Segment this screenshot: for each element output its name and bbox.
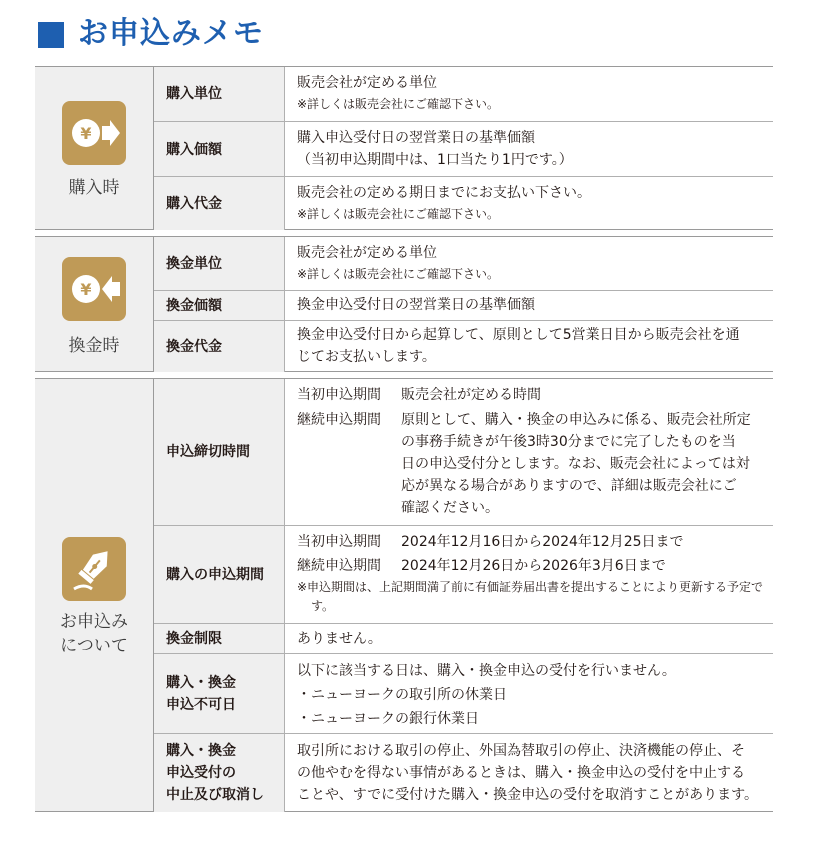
- period-value: 2024年12月16日から2024年12月25日まで: [401, 534, 684, 550]
- period-key: 当初申込期間: [297, 534, 381, 550]
- row-label: 購入の申込期間: [166, 567, 264, 583]
- row-label: 購入・換金: [166, 675, 236, 691]
- redemption-section: [35, 236, 773, 372]
- row-text: 換金申込受付日の翌営業日の基準価額: [297, 297, 535, 313]
- row-label: 購入代金: [166, 195, 222, 212]
- purchase-row-unit: [154, 67, 773, 121]
- row-text: ありません。: [297, 631, 382, 647]
- period-row: [154, 525, 773, 624]
- redemption-row-price: [154, 290, 773, 321]
- suspend-row: [154, 733, 773, 812]
- limit-row: [154, 623, 773, 654]
- row-note: ※詳しくは販売会社にご確認下さい。: [297, 207, 500, 221]
- redemption-row-unit: [154, 237, 773, 290]
- row-label: 換金単位: [166, 255, 222, 272]
- row-label: 換金制限: [166, 631, 222, 647]
- redemption-row-payment: [154, 320, 773, 372]
- redemption-label: 換金時: [68, 336, 120, 356]
- application-label-1: お申込み: [60, 612, 128, 632]
- application-side: [35, 379, 154, 811]
- row-label: 購入価額: [166, 141, 222, 158]
- purchase-label: 購入時: [68, 178, 120, 198]
- period-line: 応が異なる場合がありますので、詳細は販売会社にご: [401, 478, 737, 494]
- row-text: 販売会社の定める期日までにお支払い下さい。: [297, 185, 591, 201]
- row-label: 申込不可日: [166, 697, 236, 713]
- period-key: 継続申込期間: [297, 412, 381, 428]
- period-line: の事務手続きが午後3時30分までに完了したものを当: [401, 434, 736, 450]
- period-line: 確認ください。: [401, 500, 499, 516]
- row-text: ・ニューヨークの銀行休業日: [297, 711, 479, 727]
- period-value: 2024年12月26日から2026年3月6日まで: [401, 558, 666, 574]
- period-line: 原則として、購入・換金の申込みに係る、販売会社所定: [401, 412, 751, 428]
- row-label: 購入・換金: [166, 743, 236, 759]
- row-text: 以下に該当する日は、購入・換金申込の受付を行いません。: [297, 663, 676, 679]
- title-marker: [38, 22, 64, 48]
- row-text: じてお支払いします。: [297, 349, 436, 365]
- purchase-row-price: [154, 121, 773, 177]
- period-note: ※申込期間は、上記期間満了前に有価証券届出書を提出することにより更新する予定です。: [297, 580, 764, 613]
- row-text: ことや、すでに受付けた購入・換金申込の受付を取消すことがあります。: [297, 787, 759, 803]
- row-text: 購入申込受付日の翌営業日の基準価額: [297, 130, 535, 146]
- svg-text:¥: ¥: [80, 124, 92, 143]
- row-text: 換金申込受付日から起算して、原則として5営業日目から販売会社を通: [297, 327, 740, 343]
- row-label: 購入単位: [166, 86, 222, 102]
- purchase-section: [35, 66, 773, 230]
- period-value: 販売会社が定める時間: [401, 387, 541, 403]
- period-key: 当初申込期間: [297, 387, 381, 403]
- row-label: 申込受付の: [166, 765, 236, 781]
- row-text: の他やむを得ない事情があるときは、購入・換金申込の受付を中止する: [297, 765, 745, 781]
- redemption-side: [35, 237, 154, 371]
- deadline-row: [154, 379, 773, 525]
- yen-arrow-right-icon: [62, 101, 126, 165]
- row-note: ※詳しくは販売会社にご確認下さい。: [297, 267, 500, 281]
- row-note: ※詳しくは販売会社にご確認下さい。: [297, 97, 500, 111]
- row-label: 申込締切時間: [166, 444, 250, 460]
- yen-arrow-left-icon: [62, 257, 126, 321]
- purchase-row-payment: [154, 176, 773, 230]
- page-title: お申込みメモ: [78, 16, 264, 51]
- row-text: 取引所における取引の停止、外国為替取引の停止、決済機能の停止、そ: [297, 743, 745, 759]
- row-text: 販売会社が定める単位: [297, 245, 437, 261]
- application-label-2: について: [60, 636, 128, 656]
- row-label: 換金価額: [166, 298, 222, 314]
- row-label: 中止及び取消し: [166, 787, 264, 803]
- application-section: [35, 378, 773, 812]
- row-label: 換金代金: [166, 338, 222, 355]
- purchase-side: [35, 67, 154, 229]
- closed-days-row: [154, 653, 773, 734]
- period-line: 日の申込受付分とします。なお、販売会社によっては対: [401, 456, 750, 472]
- row-text: （当初申込期間中は、1口当たり1円です。）: [297, 152, 573, 168]
- period-key: 継続申込期間: [297, 558, 381, 574]
- svg-text:¥: ¥: [80, 280, 92, 299]
- row-text: ・ニューヨークの取引所の休業日: [297, 687, 507, 703]
- row-text: 販売会社が定める単位: [297, 75, 437, 91]
- fountain-pen-icon: [62, 537, 126, 601]
